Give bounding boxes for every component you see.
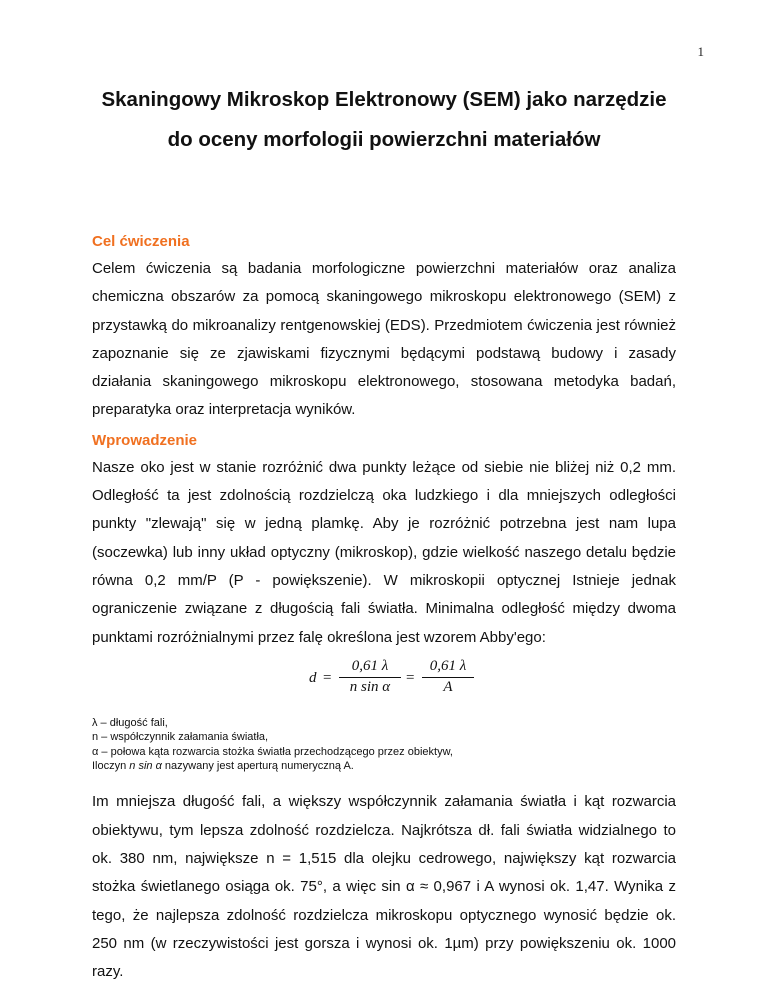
title-line-1: Skaningowy Mikroskop Elektronowy (SEM) jako narzędzie	[101, 88, 667, 111]
document-title	[60, 80, 708, 160]
definition-aperture-italic: n sin α	[129, 760, 162, 773]
fraction-1-denominator: n sin α	[349, 678, 391, 695]
abbe-formula	[92, 652, 676, 710]
definition-n: n – współczynnik załamania światła,	[92, 731, 269, 744]
section-heading-intro: Wprowadzenie	[92, 431, 198, 449]
definition-aperture-suffix: nazywany jest aperturą numeryczną A.	[161, 760, 354, 773]
fraction-2-denominator: A	[443, 678, 453, 695]
formula-equals-2: =	[406, 669, 415, 686]
page-number: 1	[697, 44, 704, 59]
formula-fraction-1	[339, 658, 401, 696]
fraction-2-numerator: 0,61 λ	[422, 658, 474, 678]
formula-fraction-2	[422, 658, 474, 696]
fraction-1-numerator: 0,61 λ	[339, 658, 401, 678]
formula-equals-1: =	[323, 669, 332, 686]
definition-lambda: λ – długość fali,	[92, 716, 168, 729]
title-line-2: do oceny morfologii powierzchni materiałów	[167, 128, 601, 151]
definition-alpha: α – połowa kąta rozwarcia stożka światła przechodzącego przez obiektyw,	[92, 745, 453, 758]
definition-aperture-prefix: Iloczyn	[92, 760, 130, 773]
section-text-goal: Celem ćwiczenia są badania morfologiczne powierzchni materiałów oraz analiza chemiczna obszarów za pomocą skaningowego mikroskopu elektronowego (SEM) z przystawką do mikroanalizy rentgenowskiej (EDS). Przedmiotem ćwiczenia jest również zapoznanie się ze zjawiskami fizycznymi będącymi podstawą budowy i zasady działania skaningowego mikroskopu elektronowego, stosowana metodyka badań, preparatyka oraz interpretacja wyników.	[92, 260, 676, 419]
document-body	[92, 232, 676, 987]
section-text-intro: Nasze oko jest w stanie rozróżnić dwa punkty leżące od siebie nie bliżej niż 0,2 mm. Odległość ta jest zdolnością rozdzielczą oka ludzkiego i dla mniejszych odległości punkty "zlewają" się w jedną plamkę. Aby je rozróżnić potrzebna jest nam lupa (soczewka) lub inny układ optyczny (mikroskop), gdzie wielkość naszego detalu będzie równa 0,2 mm/P (P - powiększenie). W mikroskopii optycznej Istnieje jednak ograniczenie związane z długością fali światła. Minimalna odległość między dwoma punktami rozróżnialnymi przez falę określona jest wzorem Abby'ego:	[92, 458, 676, 646]
section-heading-goal: Cel ćwiczenia	[92, 233, 190, 250]
variable-definitions	[92, 716, 676, 774]
formula-lhs: d	[309, 669, 317, 686]
conclusion-paragraph: Im mniejsza długość fali, a większy współczynnik załamania światła i kąt rozwarcia obiektywu, tym lepsza zdolność rozdzielcza. Najkrótsza dł. fali światła widzialnego to ok. 380 nm, największe n = 1,515 dla olejku cedrowego, największy kąt rozwarcia stożka świetlanego osiąga ok. 75°, a więc sin α ≈ 0,967 i A wynosi ok. 1,47. Wynika z tego, że najlepsza zdolność rozdzielcza mikroskopu optycznego wynosić będzie ok. 250 nm (w rzeczywistości jest gorsza i wynosi ok. 1µm) przy powiększeniu ok. 1000 razy.	[92, 793, 676, 981]
definition-aperture	[92, 759, 676, 773]
